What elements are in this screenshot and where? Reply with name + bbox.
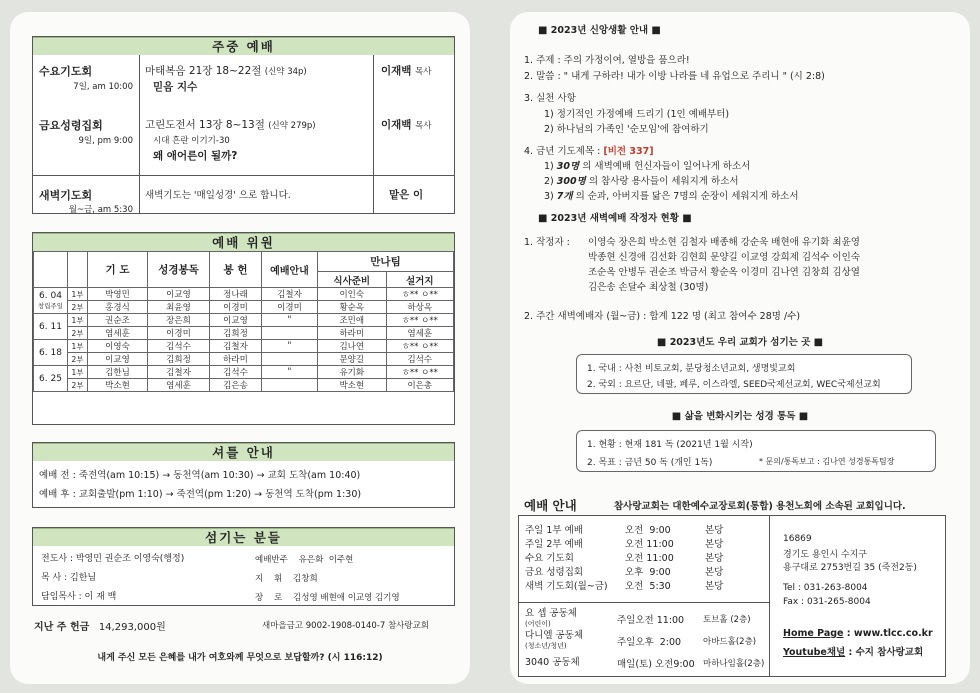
row-note: 창립주일 — [37, 302, 64, 310]
read-2: 김희정 — [148, 353, 210, 366]
plan-practice-2: 2) 하나님의 가족인 '순모임'에 참여하기 — [544, 124, 709, 135]
dish-1: ㅎ** ㅇ** — [386, 288, 453, 301]
meal-1: 이인숙 — [318, 288, 387, 301]
right-page — [510, 12, 970, 684]
offer-1: 김석수 — [210, 366, 262, 379]
serving-domestic: 1. 국내 : 사천 비토교회, 분당청소년교회, 생명빛교회 — [587, 364, 796, 374]
community-row — [523, 630, 766, 652]
servants-title: 섬기는 분들 — [33, 528, 454, 546]
schedule-time: 오전 9:00 — [625, 525, 671, 536]
row-date: 6. 18 — [34, 340, 68, 366]
guide-1: 김철자 — [262, 288, 318, 301]
info-desc: 참사랑교회는 대한예수교장로회(통합) 용천노회에 소속된 교회입니다. — [614, 501, 906, 512]
bible-goal: 2. 목표 : 금년 50 독 (개인 1독) — [587, 458, 713, 468]
community-title: 다니엘 공동체 — [525, 630, 584, 641]
row-date: 6. 11 — [34, 314, 68, 340]
row-service-2: 2부 — [68, 353, 88, 366]
plan-title: ■ 2023년 신앙생활 안내 ■ — [538, 25, 661, 36]
row-service-1: 1부 — [68, 288, 88, 301]
community-title: 3040 공동체 — [525, 657, 580, 668]
schedule-name: 새벽 기도회(월~금) — [525, 581, 608, 592]
schedule-time: 오전 11:00 — [625, 539, 674, 550]
committee-row — [34, 379, 454, 392]
dish-1: ㅎ** ㅇ** — [386, 340, 453, 353]
serving-title: ■ 2023년도 우리 교회가 섬기는 곳 ■ — [656, 337, 824, 348]
bible-status: 1. 현황 : 현재 181 독 (2021년 1월 시작) — [587, 440, 753, 450]
meal-2: 박소현 — [318, 379, 387, 392]
meal-1: 조민애 — [318, 314, 387, 327]
schedule-row — [523, 536, 725, 550]
pray-1: 김한님 — [88, 366, 148, 379]
community-sub: (어린이) — [525, 620, 551, 628]
committee-box — [32, 232, 455, 425]
schedule-time: 오전 11:00 — [625, 553, 674, 564]
plan-vision-2: 2) 300명 의 참사랑 용사들이 세워지게 하소서 — [544, 176, 739, 187]
community-name — [523, 652, 615, 674]
pray-1: 이영숙 — [88, 340, 148, 353]
info-box — [518, 515, 946, 677]
bank-account: 새마을금고 9002-1908-0140-7 참사랑교회 — [262, 621, 430, 631]
youtube-link[interactable]: Youtube채널 : 수지 참사랑교회 — [783, 647, 924, 658]
dish-2: 하상옥 — [386, 301, 453, 314]
weekday-worship-title: 주중 예배 — [33, 37, 454, 55]
offering-line: 지난 주 헌금 14,293,000원 — [34, 622, 166, 633]
offer-1: 정나래 — [210, 288, 262, 301]
shuttle-title: 셔틀 안내 — [33, 443, 454, 461]
committee-title: 예배 위원 — [33, 233, 454, 251]
homepage-link[interactable]: Home Page : www.tlcc.co.kr — [783, 628, 933, 639]
community-title: 요 셉 공동체 — [525, 608, 577, 619]
committee-row — [34, 288, 454, 301]
community-time: 매일(토) 오전9:00 — [617, 659, 695, 670]
weekday-worship-box: 주중 예배 수요기도회 7일, am 10:00 마태복음 21장 18~22절 (신약 34p) 믿음 지수 이재백 목사 금요성령집회 9일, pm 9:00 고린도전서 13장 8~13절 (신약 279p) 시대 흔란 이기기-30 왜 애어른이 될까? 이재백 목사 새벽기도회 월~금, am 5:30 새벽기도는 '매일성경' 으로 합니다. 맡은 이 — [32, 36, 455, 214]
fax: Fax : 031-265-8004 — [783, 597, 871, 607]
read-1: 이교영 — [148, 288, 210, 301]
read-1: 김석수 — [148, 340, 210, 353]
row-service-2: 2부 — [68, 327, 88, 340]
schedule-name: 금요 성령집회 — [525, 567, 584, 578]
dish-1: ㅎ** ㅇ** — [386, 366, 453, 379]
community-time: 주일오전 11:00 — [617, 615, 685, 626]
plan-word: 2. 말씀 : " 내게 구하라! 내가 이방 나라를 네 유업으로 주리니 " (시 2:8) — [524, 71, 825, 82]
bible-contact: * 문의/통독보고 : 김나연 성경통독팀장 — [759, 457, 895, 466]
committee-row — [34, 301, 454, 314]
dish-2: 김석수 — [386, 353, 453, 366]
schedule-name: 수요 기도회 — [525, 553, 574, 564]
servants-box: 섬기는 분들 전도사 : 박영민 권순조 이영숙(행정) 목 사 : 김한님 담임목사 : 이 재 백 예배반주 유은화 이주현 지 휘 김창희 장 로 김성영 배현애 이교영 김기영 — [32, 527, 455, 606]
row-service-1: 1부 — [68, 366, 88, 379]
serving-box — [576, 354, 912, 394]
read-2: 최윤영 — [148, 301, 210, 314]
plan-practice: 3. 실천 사항 — [524, 93, 576, 104]
pray-2: 염세훈 — [88, 327, 148, 340]
meal-2: 문양길 — [318, 353, 387, 366]
plan-practice-1: 1) 정기적인 가정예배 드리기 (1인 예배부터) — [544, 109, 730, 120]
bible-verse: 내게 주신 모든 은혜를 내가 여호와께 무엇으로 보답할까? (시 116:12) — [97, 653, 383, 663]
community-place: 토브홀 (2층) — [703, 615, 751, 625]
offer-2: 하라미 — [210, 353, 262, 366]
dawn-names-label: 1. 작정자 : — [524, 237, 570, 248]
meal-2: 황순옥 — [318, 301, 387, 314]
read-1: 장은희 — [148, 314, 210, 327]
plan-prayer: 4. 금년 기도제목 : [비전 337] — [524, 146, 654, 157]
tel: Tel : 031-263-8004 — [783, 583, 868, 593]
community-sub: (청소년/청년) — [525, 642, 567, 650]
row-service-2: 2부 — [68, 379, 88, 392]
guide-1: " — [262, 340, 318, 353]
row-service-1: 1부 — [68, 314, 88, 327]
pray-1: 박영민 — [88, 288, 148, 301]
schedule-row — [523, 578, 725, 592]
schedule-place: 본당 — [705, 525, 724, 536]
offer-1: 이교영 — [210, 314, 262, 327]
read-2: 이경미 — [148, 327, 210, 340]
pray-1: 권순조 — [88, 314, 148, 327]
community-time: 주일오후 2:00 — [617, 637, 682, 648]
plan-vision-1: 1) 30명 의 새벽예배 헌신자들이 일어나게 하소서 — [544, 161, 751, 172]
bible-box — [576, 430, 936, 472]
dawn-names-2: 박종현 신경애 김선화 김현희 문양길 이교영 강희제 김석수 이인숙 — [588, 252, 860, 263]
schedule-row — [523, 564, 725, 578]
dish-1: ㅎ** ㅇ** — [386, 314, 453, 327]
committee-row — [34, 353, 454, 366]
guide-1: " — [262, 366, 318, 379]
schedule-place: 본당 — [705, 553, 724, 564]
committee-row — [34, 366, 454, 379]
guide-1: " — [262, 314, 318, 327]
guide-2 — [262, 379, 318, 392]
schedule-row — [523, 550, 725, 564]
meal-2: 하라미 — [318, 327, 387, 340]
plan-theme: 1. 주제 : 주의 가정이여, 열방을 품으라! — [524, 55, 690, 66]
dawn-names-4: 김은송 손달수 최상철 (30명) — [588, 282, 709, 293]
left-page — [10, 12, 470, 684]
schedule-name: 주일 1부 예배 — [525, 525, 583, 536]
dawn-names-3: 조순옥 안병두 권순조 박금서 황순옥 이경미 김나연 김창희 김상열 — [588, 267, 860, 278]
pray-2: 홍경식 — [88, 301, 148, 314]
shuttle-box: 셔틀 안내 예배 전 : 죽전역(am 10:15) → 동천역(am 10:30) → 교회 도착(am 10:40) 예배 후 : 교회출발(pm 1:10) → 죽전역(pm 1:20) → 동천역 도착(pm 1:30) — [32, 442, 455, 508]
community-place: 마하나임홀(2층) — [703, 659, 765, 669]
dawn-names-1: 이영숙 장은희 박소현 김철자 배종해 강순욱 배현애 유기화 최윤영 — [588, 237, 860, 248]
committee-row — [34, 340, 454, 353]
pray-2: 박소현 — [88, 379, 148, 392]
offer-2: 김은송 — [210, 379, 262, 392]
community-place: 아바드홀(2층) — [703, 637, 757, 647]
address-1: 경기도 용인시 수지구 — [783, 550, 867, 560]
row-date-text: 6. 04 — [39, 291, 62, 301]
schedule-place: 본당 — [705, 581, 724, 592]
serving-foreign: 2. 국외 : 요르단, 네팔, 페루, 이스라엘, SEED국제선교회, WEC국제선교회 — [587, 380, 881, 390]
meal-1: 김나연 — [318, 340, 387, 353]
dish-2: 이은총 — [386, 379, 453, 392]
dish-2: 염세훈 — [386, 327, 453, 340]
committee-row — [34, 314, 454, 327]
address-2: 용구대로 2753번길 35 (죽전2동) — [783, 563, 917, 573]
community-name — [523, 630, 615, 652]
schedule-time: 오후 9:00 — [625, 567, 671, 578]
meal-1: 유기화 — [318, 366, 387, 379]
schedule-place: 본당 — [705, 539, 724, 550]
row-date — [34, 288, 68, 314]
plan-vision-3: 3) 7개 의 순과, 아버지를 닮은 7명의 순장이 세워지게 하소서 — [544, 191, 799, 202]
schedule-place: 본당 — [705, 567, 724, 578]
info-title: 예배 안내 — [524, 498, 577, 513]
schedule-row — [523, 522, 725, 536]
guide-2: 이경미 — [262, 301, 318, 314]
community-row — [523, 652, 766, 674]
bible-title: ■ 삶을 변화시키는 성경 통독 ■ — [671, 411, 809, 422]
schedule-time: 오전 5:30 — [625, 581, 671, 592]
offer-1: 김철자 — [210, 340, 262, 353]
guide-2 — [262, 353, 318, 366]
read-1: 김철자 — [148, 366, 210, 379]
schedule-name: 주일 2부 예배 — [525, 539, 583, 550]
zip-code: 16869 — [783, 534, 812, 544]
row-date: 6. 25 — [34, 366, 68, 392]
committee-row — [34, 327, 454, 340]
pray-2: 이교영 — [88, 353, 148, 366]
row-service-1: 1부 — [68, 340, 88, 353]
read-2: 염세훈 — [148, 379, 210, 392]
dawn-title: ■ 2023년 새벽예배 작정자 현황 ■ — [538, 213, 692, 224]
committee-table: 기 도 성경봉독 봉 헌 예배안내 만나팀 식사준비 설거지 6. 04 창립주일 1부 박영민 이교영 정나래 김철자 이인숙 ㅎ** ㅇ** 2부 홍경식 최윤영 이경미 이경미 황순옥 하상옥 6. 11 1부 권순조 장은희 이교영 " 조민애 ㅎ** ㅇ** 2부 염세훈 이경미 김희정 하라미 염세훈 6. 18 1부 이영숙 김석수 김철자 " 김나연 ㅎ** ㅇ** 2부 이교영 김희정 하라미 문양길 김석수 6. 25 1부 김한님 김철자 김석수 " 유기화 ㅎ** ㅇ** 2부 박소현 염세훈 김은송 박소현 이은총 — [33, 251, 454, 392]
dawn-count: 2. 주간 새벽예배자 (월~금) : 합계 122 명 (최고 참여수 28명 /수) — [524, 311, 801, 322]
offer-2: 이경미 — [210, 301, 262, 314]
community-name — [523, 608, 615, 630]
offer-2: 김희정 — [210, 327, 262, 340]
row-service-2: 2부 — [68, 301, 88, 314]
guide-2 — [262, 327, 318, 340]
community-row — [523, 608, 766, 630]
